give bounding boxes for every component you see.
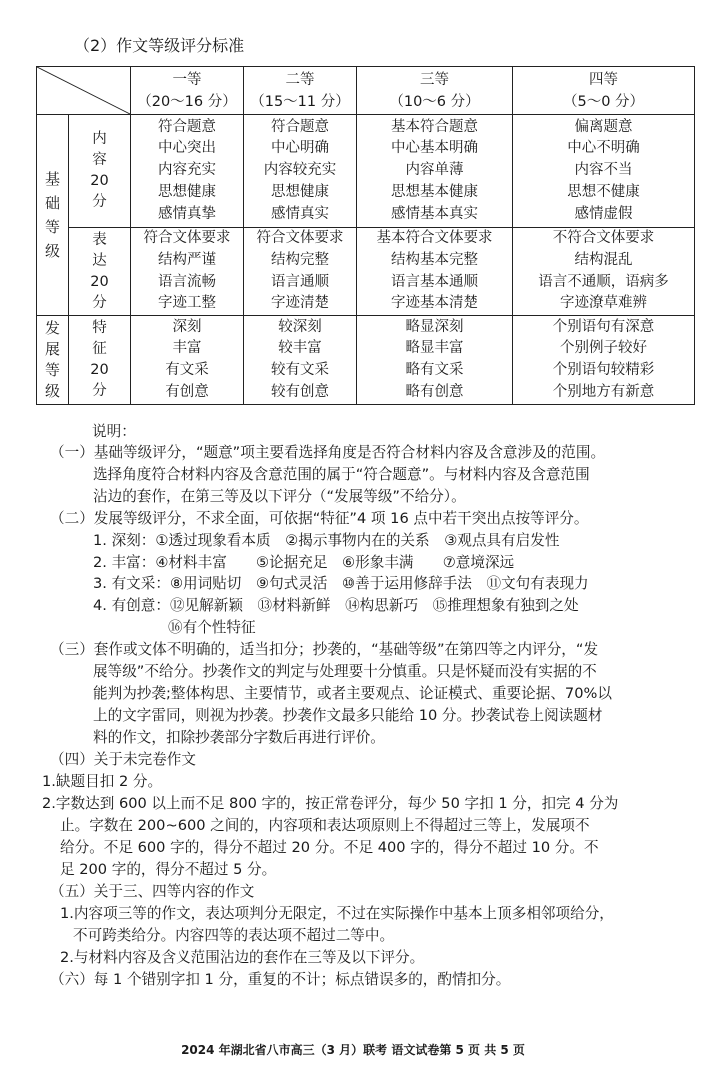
expression-cell: 符合文体要求 结构严谨 语言流畅 字迹工整 bbox=[131, 228, 244, 316]
note-line: 展等级”不给分。抄袭作文的判定与处理要十分慎重。只是怀疑而没有实据的不 bbox=[93, 663, 597, 680]
feature-cell: 深刻 丰富 有文采 有创意 bbox=[131, 316, 244, 405]
content-cell: 符合题意 中心明确 内容较充实 思想健康 感情真实 bbox=[244, 115, 357, 228]
note-line: （四）关于未完卷作文 bbox=[50, 751, 196, 768]
expression-cell: 符合文体要求 结构完整 语言通顺 字迹清楚 bbox=[244, 228, 357, 316]
note-line: ⑯有个性特征 bbox=[168, 619, 256, 636]
note-line: （六）每 1 个错别字扣 1 分，重复的不计；标点错误多的，酌情扣分。 bbox=[50, 971, 511, 988]
note-line: （一）基础等级评分，“题意”项主要看选择角度是否符合材料内容及含意涉及的范围。 bbox=[50, 444, 606, 461]
note-line: 1.缺题目扣 2 分。 bbox=[42, 773, 163, 790]
content-cell: 基本符合题意 中心基本明确 内容单薄 思想基本健康 感情基本真实 bbox=[357, 115, 513, 228]
note-line: 不可跨类给分。内容四等的表达项不超过二等中。 bbox=[73, 927, 395, 944]
note-line: 2.与材料内容及含义范围沾边的套作在三等及以下评分。 bbox=[60, 949, 425, 966]
feature-label: 特 征 20 分 bbox=[69, 316, 131, 405]
note-line: 足 200 字的，得分不超过 5 分。 bbox=[60, 861, 277, 878]
note-line: 4. 有创意：⑫见解新颖 ⑬材料新鲜 ⑭构思新巧 ⑮推理想象有独到之处 bbox=[93, 597, 579, 614]
content-cell: 偏离题意 中心不明确 内容不当 思想不健康 感情虚假 bbox=[513, 115, 695, 228]
basic-level-label: 基 础 等 级 bbox=[37, 115, 69, 316]
feature-cell: 个别语句有深意 个别例子较好 个别语句较精彩 个别地方有新意 bbox=[513, 316, 695, 405]
grade-header: 三等 （10～6 分） bbox=[357, 67, 513, 115]
grade-header: 二等 （15～11 分） bbox=[244, 67, 357, 115]
notes-heading: 说明： bbox=[92, 423, 136, 440]
expression-label: 表 达 20 分 bbox=[69, 228, 131, 316]
page-footer: 2024 年湖北省八市高三（3 月）联考 语文试卷第 5 页 共 5 页 bbox=[181, 1043, 525, 1057]
note-line: 给分。不足 600 字的，得分不超过 20 分。不足 400 字的，得分不超过 10 分。不 bbox=[60, 839, 599, 856]
note-line: 3. 有文采：⑧用词贴切 ⑨句式灵活 ⑩善于运用修辞手法 ⑪文句有表现力 bbox=[93, 575, 589, 592]
content-cell: 符合题意 中心突出 内容充实 思想健康 感情真挚 bbox=[131, 115, 244, 228]
section-title: （2）作文等级评分标准 bbox=[74, 36, 245, 55]
feature-cell: 较深刻 较丰富 较有文采 较有创意 bbox=[244, 316, 357, 405]
grade-header: 一等 （20～16 分） bbox=[131, 67, 244, 115]
note-line: （五）关于三、四等内容的作文 bbox=[50, 883, 255, 900]
note-line: 2.字数达到 600 以上而不足 800 字的，按正常卷评分，每少 50 字扣 1 分，扣完 4 分为 bbox=[42, 795, 619, 812]
expression-cell: 不符合文体要求 结构混乱 语言不通顺，语病多 字迹潦草难辨 bbox=[513, 228, 695, 316]
note-line: 2. 丰富：④材料丰富 ⑤论据充足 ⑥形象丰满 ⑦意境深远 bbox=[93, 554, 515, 571]
note-line: （二）发展等级评分，不求全面，可依据“特征”4 项 16 点中若干突出点按等评分。 bbox=[50, 510, 589, 527]
note-line: 1. 深刻：①透过现象看本质 ②揭示事物内在的关系 ③观点具有启发性 bbox=[93, 532, 560, 549]
note-line: 料的作文，扣除抄袭部分字数后再进行评价。 bbox=[93, 729, 385, 746]
expression-row bbox=[37, 228, 695, 316]
diagonal-corner bbox=[37, 67, 131, 115]
expression-cell: 基本符合文体要求 结构基本完整 语言基本通顺 字迹基本清楚 bbox=[357, 228, 513, 316]
feature-row bbox=[37, 316, 695, 405]
note-line: 选择角度符合材料内容及含意范围的属于“符合题意”。与材料内容及含意范围 bbox=[93, 466, 590, 483]
note-line: 能判为抄袭;整体构思、主要情节，或者主要观点、论证模式、重要论据、70%以 bbox=[93, 685, 612, 702]
note-line: 沾边的套作，在第三等及以下评分（“发展等级”不给分）。 bbox=[93, 488, 466, 505]
note-line: 上的文字雷同，则视为抄袭。抄袭作文最多只能给 10 分。抄袭试卷上阅读题材 bbox=[93, 707, 603, 724]
grade-header: 四等 （5～0 分） bbox=[513, 67, 695, 115]
note-line: （三）套作或文体不明确的，适当扣分；抄袭的，“基础等级”在第四等之内评分，“发 bbox=[50, 641, 599, 658]
content-label: 内 容 20 分 bbox=[69, 115, 131, 228]
note-line: 止。字数在 200~600 之间的，内容项和表达项原则上不得超过三等上，发展项不 bbox=[60, 817, 590, 834]
development-level-label: 发 展 等 级 bbox=[37, 316, 69, 405]
grading-table bbox=[36, 66, 695, 405]
content-row bbox=[37, 115, 695, 228]
feature-cell: 略显深刻 略显丰富 略有文采 略有创意 bbox=[357, 316, 513, 405]
header-row bbox=[37, 67, 695, 115]
note-line: 1.内容项三等的作文，表达项判分无限定，不过在实际操作中基本上顶多相邻项给分， bbox=[60, 905, 614, 922]
